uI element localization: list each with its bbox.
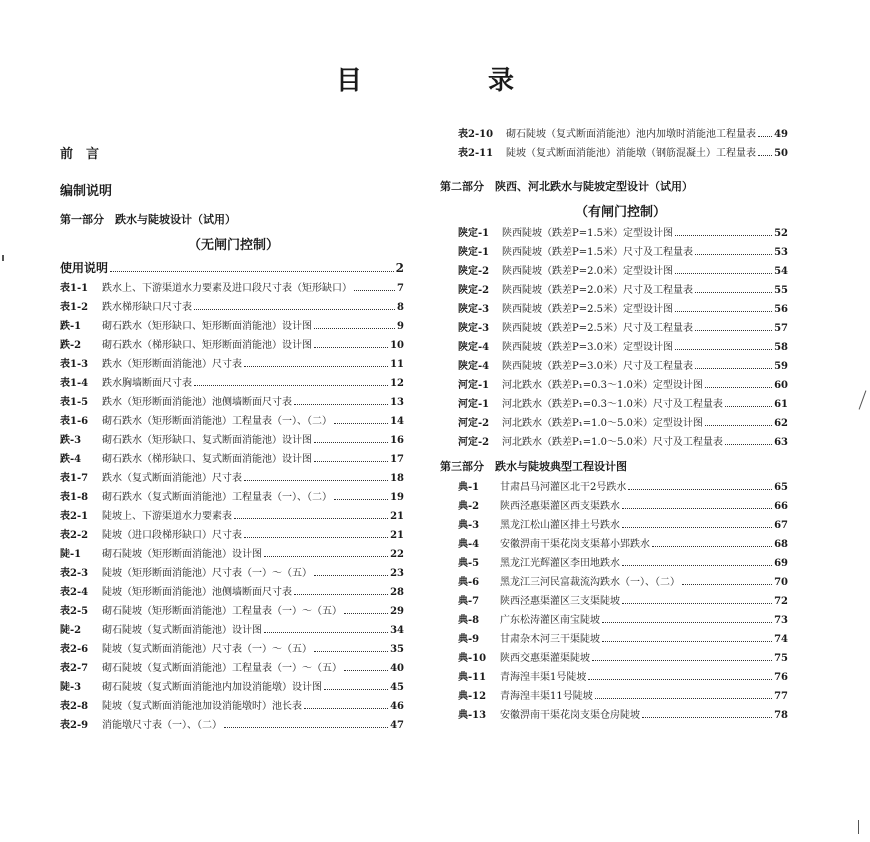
toc-entry[interactable] (60, 621, 404, 640)
leader-dots (344, 670, 388, 671)
toc-entry-label: 陡坡（矩形断面消能池）尺寸表（一）～（五） (102, 568, 312, 579)
toc-entry-code: 表1-5 (60, 397, 89, 408)
leader-dots (314, 651, 388, 652)
toc-entry-label: 消能墩尺寸表（一）、（二） (102, 720, 222, 731)
toc-entry-code: 陕定-2 (458, 266, 490, 277)
toc-entry-page: 57 (774, 323, 788, 334)
toc-entry[interactable] (60, 488, 404, 507)
toc-entry-label: 跌水（矩形断面消能池）池侧墙断面尺寸表 (102, 397, 292, 408)
toc-entry-page: 54 (774, 266, 788, 277)
toc-entry-page: 7 (397, 283, 404, 294)
toc-entry-label: 安徽淠南干渠花岗支渠仓房陡坡 (500, 710, 640, 721)
toc-entry-code: 表2-10 (458, 129, 494, 140)
toc-entry[interactable] (60, 659, 404, 678)
toc-entry-label: 陡坡上、下游渠道水力要素表 (102, 511, 232, 522)
toc-entry-page: 76 (774, 672, 788, 683)
leader-dots (595, 698, 772, 699)
leader-dots (695, 330, 772, 331)
toc-entry-label: 广东松涛灌区南宝陡坡 (500, 615, 600, 626)
leader-dots (294, 594, 388, 595)
toc-entry[interactable] (458, 706, 788, 725)
toc-entry[interactable] (458, 338, 788, 357)
toc-entry[interactable] (458, 554, 788, 573)
toc-entry-page: 40 (390, 663, 404, 674)
leader-dots (264, 632, 388, 633)
toc-entry-page: 53 (774, 247, 788, 258)
leader-dots (264, 556, 388, 557)
toc-entry-label: 跌水梯形缺口尺寸表 (102, 302, 192, 313)
toc-entry-code: 表1-3 (60, 359, 89, 370)
toc-entry-code: 表2-5 (60, 606, 89, 617)
scan-mark (2, 255, 4, 261)
leader-dots (725, 406, 772, 407)
toc-entry-page: 49 (774, 129, 788, 140)
toc-entry[interactable] (458, 125, 788, 144)
toc-entry-code: 典-13 (458, 710, 487, 721)
leader-dots (758, 136, 772, 137)
toc-entry-page: 8 (397, 302, 404, 313)
toc-entry-label: 跌水（复式断面消能池）尺寸表 (102, 473, 242, 484)
toc-entry-page: 75 (774, 653, 788, 664)
toc-entry[interactable] (60, 317, 404, 336)
leader-dots (705, 425, 772, 426)
toc-entry-code: 陕定-3 (458, 304, 490, 315)
toc-entry-code: 陕定-2 (458, 285, 490, 296)
toc-entry[interactable] (458, 395, 788, 414)
toc-entry-label: 河北跌水（跌差P₁=1.0～5.0米）定型设计图 (502, 418, 703, 429)
toc-entry-label: 跌水（矩形断面消能池）尺寸表 (102, 359, 242, 370)
toc-entry-label: 砌石跌水（梯形缺口、复式断面消能池）设计图 (102, 454, 312, 465)
toc-entry[interactable] (60, 298, 404, 317)
leader-dots (314, 575, 388, 576)
toc-entry[interactable] (60, 431, 404, 450)
toc-entry-code: 典-5 (458, 558, 480, 569)
toc-entry[interactable] (458, 243, 788, 262)
toc-entry-label: 陕西泾惠渠灌区西支渠跌水 (500, 501, 620, 512)
scan-mark (859, 390, 867, 409)
toc-entry-label: 陕西陡坡（跌差P=1.5米）尺寸及工程量表 (502, 247, 694, 258)
toc-entry[interactable] (458, 433, 788, 452)
toc-entry-code: 陡-1 (60, 549, 82, 560)
toc-entry-page: 74 (774, 634, 788, 645)
toc-entry[interactable] (60, 450, 404, 469)
toc-entry-label: 砌石陡坡（复式断面消能池）池内加墩时消能池工程量表 (506, 129, 756, 140)
toc-entry-code: 表2-4 (60, 587, 89, 598)
toc-entry-page: 22 (390, 549, 404, 560)
toc-entry[interactable] (60, 602, 404, 621)
toc-entry[interactable] (458, 319, 788, 338)
toc-entry-page: 65 (774, 482, 788, 493)
toc-entry-code: 陕定-4 (458, 342, 490, 353)
leader-dots (675, 349, 772, 350)
leader-dots (642, 717, 772, 718)
toc-entry[interactable] (60, 336, 404, 355)
toc-entry-page: 21 (390, 530, 404, 541)
leader-dots (675, 311, 772, 312)
leader-dots (304, 708, 388, 709)
leader-dots (324, 689, 388, 690)
leader-dots (622, 603, 772, 604)
toc-entry-code: 典-7 (458, 596, 480, 607)
toc-entry-code: 跌-3 (60, 435, 82, 446)
toc-entry-page: 58 (774, 342, 788, 353)
toc-entry-label: 砌石跌水（矩形缺口、矩形断面消能池）设计图 (102, 321, 312, 332)
toc-entry-page: 70 (774, 577, 788, 588)
toc-entry-label: 砌石跌水（矩形断面消能池）工程量表（一）、（二） (102, 416, 332, 427)
toc-entry-label: 陕西陡坡（跌差P=2.5米）定型设计图 (502, 304, 674, 315)
leader-dots (110, 271, 394, 272)
leader-dots (314, 347, 388, 348)
toc-entry-label: 砌石陡坡（矩形断面消能池）工程量表（一）～（五） (102, 606, 342, 617)
leader-dots (344, 613, 388, 614)
toc-entry-label: 砌石陡坡（复式断面消能池）工程量表（一）～（五） (102, 663, 342, 674)
toc-entry[interactable] (60, 469, 404, 488)
toc-entry-label: 陡坡（复式断面消能池）尺寸表（一）～（五） (102, 644, 312, 655)
toc-entry-label: 陡坡（复式断面消能池）消能墩（钢筋混凝土）工程量表 (506, 148, 756, 159)
toc-entry-label: 青海湟丰渠1号陡坡 (500, 672, 587, 683)
toc-entry-label: 陕西陡坡（跌差P=3.0米）定型设计图 (502, 342, 674, 353)
toc-entry-code: 陕定-4 (458, 361, 490, 372)
toc-entry-page: 63 (774, 437, 788, 448)
toc-entry-page: 77 (774, 691, 788, 702)
leader-dots (695, 292, 772, 293)
leader-dots (622, 565, 772, 566)
toc-entry[interactable] (458, 300, 788, 319)
toc-entry[interactable] (458, 649, 788, 668)
toc-entry-page: 9 (397, 321, 404, 332)
toc-entry-label: 河北跌水（跌差P₁=0.3～1.0米）尺寸及工程量表 (502, 399, 723, 410)
toc-entry[interactable] (60, 393, 404, 412)
leader-dots (194, 385, 388, 386)
part2-title: 第二部分 陕西、河北跌水与陡坡定型设计（试用） (440, 180, 693, 193)
leader-dots (588, 679, 772, 680)
leader-dots (622, 527, 772, 528)
toc-entry-page: 21 (390, 511, 404, 522)
toc-entry-code: 陕定-3 (458, 323, 490, 334)
toc-entry[interactable] (458, 630, 788, 649)
toc-entry-code: 河定-1 (458, 380, 490, 391)
toc-entry[interactable] (60, 507, 404, 526)
toc-entry[interactable] (458, 668, 788, 687)
leader-dots (725, 444, 772, 445)
toc-entry-code: 陡-3 (60, 682, 82, 693)
toc-entry-code: 陕定-1 (458, 247, 490, 258)
leader-dots (602, 641, 772, 642)
toc-entry[interactable] (60, 697, 404, 716)
toc-entry-label: 陕西泾惠渠灌区三支渠陡坡 (500, 596, 620, 607)
toc-list-part2 (458, 224, 788, 452)
toc-entry-page: 14 (390, 416, 404, 427)
toc-entry-page: 12 (390, 378, 404, 389)
leader-dots (234, 518, 388, 519)
toc-entry-code: 典-6 (458, 577, 480, 588)
toc-entry-code: 跌-4 (60, 454, 82, 465)
toc-entry[interactable] (458, 535, 788, 554)
leader-dots (695, 368, 772, 369)
toc-entry-code: 表1-2 (60, 302, 89, 313)
leader-dots (244, 537, 388, 538)
toc-entry-page: 2 (395, 261, 404, 275)
toc-entry-label: 陕西陡坡（跌差P=1.5米）定型设计图 (502, 228, 674, 239)
toc-entry[interactable] (458, 357, 788, 376)
toc-entry[interactable] (458, 144, 788, 163)
leader-dots (652, 546, 772, 547)
toc-entry-code: 典-2 (458, 501, 480, 512)
toc-list-part3 (458, 478, 788, 725)
toc-entry-code: 表2-8 (60, 701, 89, 712)
part2-subtitle: （有闸门控制） (575, 205, 667, 220)
toc-entry-label: 陡坡（复式断面消能池加设消能墩时）池长表 (102, 701, 302, 712)
toc-entry-code: 表2-1 (60, 511, 89, 522)
toc-entry-label: 砌石陡坡（复式断面消能池内加设消能墩）设计图 (102, 682, 322, 693)
toc-entry-label: 陕西陡坡（跌差P=2.0米）定型设计图 (502, 266, 674, 277)
toc-entry-code: 陕定-1 (458, 228, 490, 239)
toc-entry[interactable] (458, 376, 788, 395)
toc-entry-code: 表2-11 (458, 148, 494, 159)
toc-list-part1-cont (458, 125, 788, 163)
toc-entry-code: 典-9 (458, 634, 480, 645)
toc-entry[interactable] (458, 516, 788, 535)
toc-entry-page: 17 (390, 454, 404, 465)
page-title-char-2: 录 (488, 66, 517, 96)
toc-entry-code: 跌-2 (60, 340, 82, 351)
toc-entry-label: 陕西陡坡（跌差P=2.5米）尺寸及工程量表 (502, 323, 694, 334)
toc-entry[interactable] (458, 592, 788, 611)
toc-entry-label: 陡坡（进口段梯形缺口）尺寸表 (102, 530, 242, 541)
toc-entry-label: 河北跌水（跌差P₁=1.0～5.0米）尺寸及工程量表 (502, 437, 723, 448)
toc-entry-page: 35 (390, 644, 404, 655)
toc-entry-code: 表1-8 (60, 492, 89, 503)
toc-entry-page: 73 (774, 615, 788, 626)
toc-entry-code: 河定-2 (458, 437, 490, 448)
toc-entry-usage[interactable] (60, 257, 404, 279)
toc-entry-label: 砌石陡坡（矩形断面消能池）设计图 (102, 549, 262, 560)
page-title-char-1: 目 (336, 66, 365, 96)
leader-dots (334, 499, 388, 500)
leader-dots (622, 508, 772, 509)
toc-entry-code: 表2-9 (60, 720, 89, 731)
toc-entry-code: 典-11 (458, 672, 487, 683)
toc-entry-code: 跌-1 (60, 321, 82, 332)
leader-dots (314, 442, 388, 443)
toc-entry[interactable] (458, 262, 788, 281)
toc-entry[interactable] (60, 355, 404, 374)
toc-entry-label: 跌水上、下游渠道水力要素及进口段尺寸表（矩形缺口） (102, 283, 352, 294)
part1-subtitle: （无闸门控制） (188, 238, 280, 253)
scan-mark (858, 820, 859, 834)
leader-dots (602, 622, 772, 623)
toc-entry[interactable] (60, 564, 404, 583)
toc-list-part1 (60, 257, 404, 735)
compile-note-heading: 编制说明 (60, 184, 113, 199)
toc-entry-label: 青海湟丰渠11号陡坡 (500, 691, 593, 702)
toc-entry[interactable] (60, 716, 404, 735)
leader-dots (695, 254, 772, 255)
toc-entry[interactable] (458, 687, 788, 706)
toc-entry-page: 23 (390, 568, 404, 579)
toc-entry-label: 砌石陡坡（复式断面消能池）设计图 (102, 625, 262, 636)
part3-title: 第三部分 跌水与陡坡典型工程设计图 (440, 460, 627, 473)
toc-entry-label: 使用说明 (60, 261, 109, 275)
toc-entry-code: 表1-4 (60, 378, 89, 389)
toc-entry-label: 砌石跌水（复式断面消能池）工程量表（一）、（二） (102, 492, 332, 503)
toc-entry[interactable] (60, 545, 404, 564)
toc-entry-page: 47 (390, 720, 404, 731)
leader-dots (224, 727, 388, 728)
toc-entry[interactable] (60, 374, 404, 393)
part1-title: 第一部分 跌水与陡坡设计（试用） (60, 213, 236, 226)
toc-entry-page: 13 (390, 397, 404, 408)
toc-entry-label: 陕西交惠渠灌渠陡坡 (500, 653, 590, 664)
toc-entry-page: 52 (774, 228, 788, 239)
leader-dots (244, 480, 388, 481)
toc-entry-page: 72 (774, 596, 788, 607)
leader-dots (334, 423, 388, 424)
toc-entry-page: 46 (390, 701, 404, 712)
toc-entry-code: 表1-6 (60, 416, 89, 427)
toc-entry-page: 10 (390, 340, 404, 351)
toc-entry-page: 56 (774, 304, 788, 315)
toc-entry-page: 28 (390, 587, 404, 598)
toc-entry-page: 61 (774, 399, 788, 410)
toc-entry-code: 河定-2 (458, 418, 490, 429)
toc-entry-page: 67 (774, 520, 788, 531)
toc-entry-code: 典-10 (458, 653, 487, 664)
toc-entry-label: 安徽淠南干渠花岗支渠幕小郢跌水 (500, 539, 650, 550)
toc-entry[interactable] (458, 478, 788, 497)
preface-heading: 前 言 (60, 147, 100, 162)
toc-entry[interactable] (458, 224, 788, 243)
toc-entry-page: 16 (390, 435, 404, 446)
toc-entry[interactable] (458, 611, 788, 630)
toc-entry[interactable] (60, 412, 404, 431)
toc-entry-page: 45 (390, 682, 404, 693)
toc-entry-label: 黑龙江光辉灌区李田地跌水 (500, 558, 620, 569)
toc-entry-page: 29 (390, 606, 404, 617)
toc-entry-code: 表1-7 (60, 473, 89, 484)
toc-entry-page: 59 (774, 361, 788, 372)
leader-dots (294, 404, 388, 405)
toc-entry[interactable] (60, 678, 404, 697)
toc-entry-label: 陕西陡坡（跌差P=2.0米）尺寸及工程量表 (502, 285, 694, 296)
toc-entry-label: 跌水胸墙断面尺寸表 (102, 378, 192, 389)
toc-entry-label: 陕西陡坡（跌差P=3.0米）尺寸及工程量表 (502, 361, 694, 372)
toc-entry[interactable] (458, 281, 788, 300)
leader-dots (758, 155, 772, 156)
toc-entry-code: 表1-1 (60, 283, 89, 294)
toc-entry-label: 黑龙江松山灌区排土号跌水 (500, 520, 620, 531)
toc-entry-label: 河北跌水（跌差P₁=0.3～1.0米）定型设计图 (502, 380, 703, 391)
toc-entry-page: 68 (774, 539, 788, 550)
toc-entry-code: 表2-7 (60, 663, 89, 674)
toc-entry[interactable] (458, 573, 788, 592)
leader-dots (705, 387, 772, 388)
leader-dots (592, 660, 772, 661)
leader-dots (244, 366, 388, 367)
toc-entry[interactable] (458, 497, 788, 516)
leader-dots (354, 290, 395, 291)
toc-entry-page: 78 (774, 710, 788, 721)
toc-entry-code: 典-1 (458, 482, 480, 493)
leader-dots (314, 328, 395, 329)
toc-entry-page: 69 (774, 558, 788, 569)
leader-dots (314, 461, 388, 462)
toc-entry-code: 典-8 (458, 615, 480, 626)
toc-entry-code: 典-3 (458, 520, 480, 531)
toc-entry-label: 黑龙江三河民富裁流沟跌水（一）、（二） (500, 577, 680, 588)
toc-entry[interactable] (458, 414, 788, 433)
toc-entry-label: 甘肃杂木河三干渠陡坡 (500, 634, 600, 645)
toc-entry-code: 河定-1 (458, 399, 490, 410)
toc-entry[interactable] (60, 279, 404, 298)
leader-dots (682, 584, 772, 585)
toc-entry-code: 表2-3 (60, 568, 89, 579)
toc-entry-code: 典-12 (458, 691, 487, 702)
toc-entry-page: 11 (390, 359, 404, 370)
toc-entry-label: 砌石跌水（矩形缺口、复式断面消能池）设计图 (102, 435, 312, 446)
toc-entry-label: 砌石跌水（梯形缺口、矩形断面消能池）设计图 (102, 340, 312, 351)
toc-entry-label: 甘肃昌马河灌区北干2号跌水 (500, 482, 627, 493)
toc-entry-code: 陡-2 (60, 625, 82, 636)
toc-entry-code: 典-4 (458, 539, 480, 550)
leader-dots (628, 489, 772, 490)
toc-entry-page: 55 (774, 285, 788, 296)
toc-entry-code: 表2-6 (60, 644, 89, 655)
toc-entry-page: 62 (774, 418, 788, 429)
leader-dots (675, 235, 772, 236)
toc-entry[interactable] (60, 583, 404, 602)
toc-entry-page: 60 (774, 380, 788, 391)
toc-entry[interactable] (60, 526, 404, 545)
toc-entry[interactable] (60, 640, 404, 659)
leader-dots (675, 273, 772, 274)
toc-entry-page: 50 (774, 148, 788, 159)
toc-entry-page: 66 (774, 501, 788, 512)
toc-entry-label: 陡坡（矩形断面消能池）池侧墙断面尺寸表 (102, 587, 292, 598)
toc-entry-page: 18 (390, 473, 404, 484)
toc-entry-page: 34 (390, 625, 404, 636)
toc-entry-code: 表2-2 (60, 530, 89, 541)
toc-entry-page: 19 (390, 492, 404, 503)
leader-dots (194, 309, 395, 310)
